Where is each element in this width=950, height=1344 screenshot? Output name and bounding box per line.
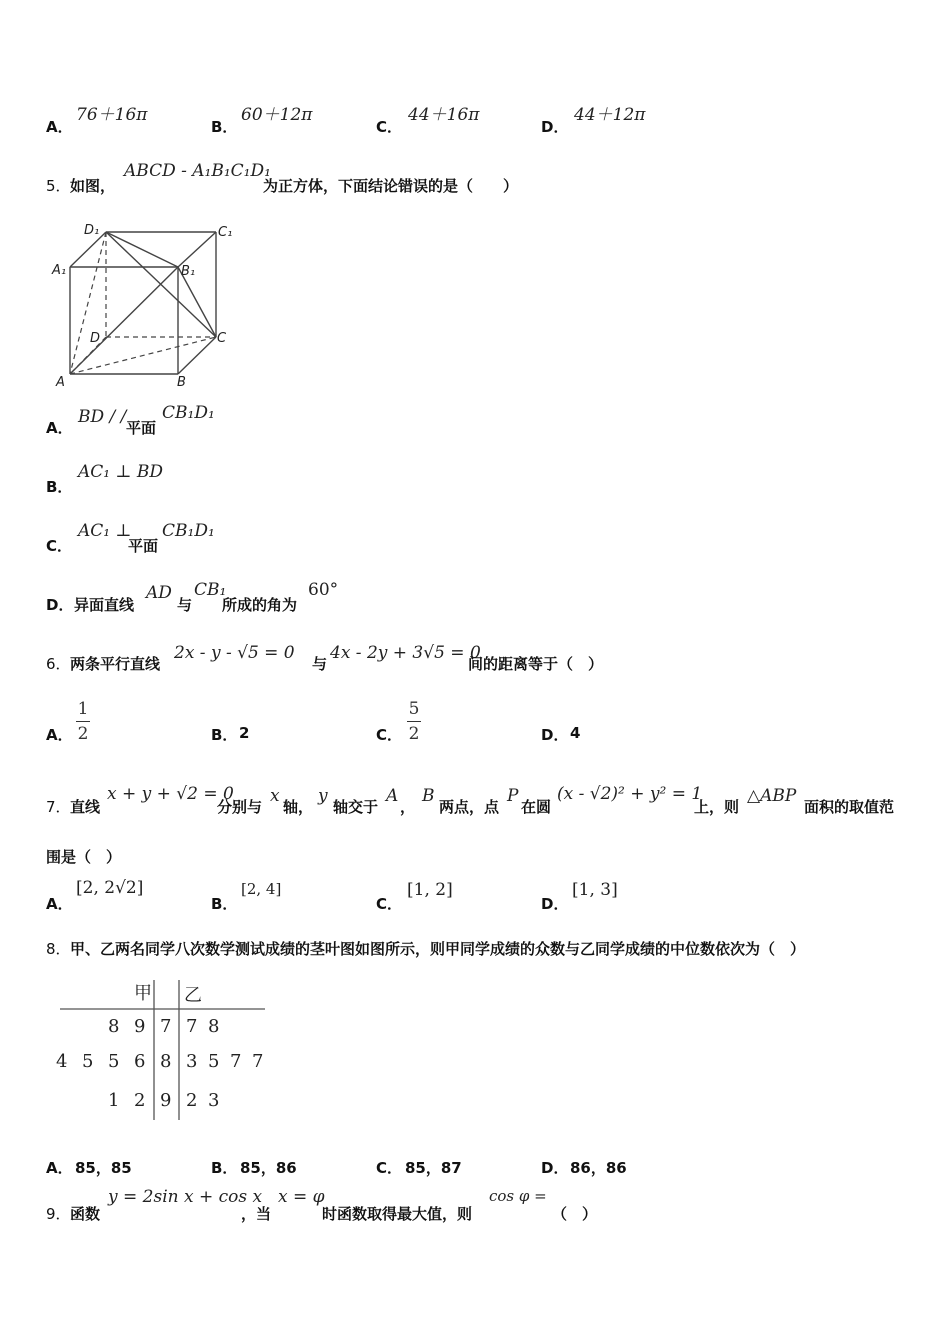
- stem-leaf-header-left: 甲: [134, 983, 152, 1004]
- q6-option-a-fraction: [76, 699, 90, 744]
- q5-option-c-expr1: AC₁ ⊥: [78, 521, 132, 541]
- stem-leaf-header-right: 乙: [184, 985, 202, 1006]
- q6-option-b-label: B．: [211, 726, 238, 744]
- q7-text-5: ，: [400, 798, 416, 816]
- q9-number: 9．: [46, 1205, 71, 1223]
- q7-text-6: 两点，点: [439, 798, 500, 816]
- q7-line-2: 围是（ ）: [46, 848, 122, 866]
- q7-option-b-label: B．: [211, 895, 238, 913]
- leaf-right: 5: [208, 1051, 220, 1072]
- q6-prefix: 两条平行直线: [70, 655, 161, 673]
- q7-text-2: 分别与: [217, 798, 263, 816]
- q5-option-b-label: B．: [46, 478, 73, 496]
- q4-option-b-label: B．: [211, 118, 238, 136]
- q8-option-c-value: 85，87: [405, 1159, 462, 1177]
- q4-option-a-label: A．: [46, 118, 73, 136]
- q5-option-d-expr2: CB₁: [194, 580, 227, 600]
- q8-text: 甲、乙两名同学八次数学测试成绩的茎叶图如图所示，则甲同学成绩的众数与乙同学成绩的中位数依次为（ ）: [70, 940, 806, 958]
- q7-text-7: 在圆: [521, 798, 552, 816]
- q4-option-d-expr: 44＋12π: [574, 105, 646, 125]
- q7-text-3: 轴，: [283, 798, 314, 816]
- q8-option-d-label: D．: [541, 1159, 569, 1177]
- q7-option-d-expr: [1, 3]: [572, 880, 618, 900]
- q7-expr-4: A: [386, 786, 399, 806]
- q9-text-3: 时函数取得最大值，则: [322, 1205, 473, 1223]
- q7-option-c-expr: [1, 2]: [407, 880, 453, 900]
- q5-option-d-expr3: 60°: [308, 580, 339, 600]
- q4-option-a-expr: 76＋16π: [76, 105, 148, 125]
- q6-number: 6．: [46, 655, 71, 673]
- q7-option-b-expr: [2, 4]: [241, 880, 282, 898]
- q5-option-d-text3: 所成的角为: [222, 596, 298, 614]
- q7-text-4: 轴交于: [333, 798, 379, 816]
- q7-expr-2: x: [270, 786, 280, 806]
- q5-option-a-expr1: BD / /: [78, 407, 127, 427]
- q5-expr: ABCD - A₁B₁C₁D₁: [124, 161, 271, 181]
- leaf-left: 1: [108, 1090, 120, 1111]
- q6-option-d-label: D．: [541, 726, 569, 744]
- q7-expr-7: (x - √2)² + y² = 1: [557, 784, 703, 804]
- q6-option-c-label: C．: [376, 726, 403, 744]
- q7-text-8: 上，则: [694, 798, 740, 816]
- q7-text-1: 直线: [70, 798, 101, 816]
- q5-suffix: 为正方体，下面结论错误的是（ ）: [263, 177, 519, 195]
- q7-expr-3: y: [318, 786, 328, 806]
- vertex-label-b: B: [177, 375, 186, 390]
- q6-option-a-denominator: 2: [77, 724, 89, 744]
- q6-mid: 与: [312, 655, 328, 673]
- q8-option-b-value: 85，86: [240, 1159, 297, 1177]
- q7-option-a-expr: [2, 2√2]: [76, 878, 144, 898]
- q8-option-a-label: A．: [46, 1159, 73, 1177]
- q9-expr-2: x = φ: [278, 1187, 325, 1207]
- vertex-label-d1: D₁: [84, 223, 100, 238]
- leaf-right: 3: [186, 1051, 198, 1072]
- leaf-left: 4: [56, 1051, 68, 1072]
- vertex-label-c1: C₁: [218, 225, 233, 240]
- q5-option-b-expr: AC₁ ⊥ BD: [78, 462, 164, 482]
- q9-text-1: 函数: [70, 1205, 101, 1223]
- stem-value: 8: [160, 1051, 172, 1072]
- leaf-left: 5: [82, 1051, 94, 1072]
- leaf-right: 2: [186, 1090, 198, 1111]
- q5-option-a-text: 平面: [126, 419, 157, 437]
- vertex-label-c: C: [217, 331, 227, 346]
- leaf-left: 6: [134, 1051, 146, 1072]
- leaf-right: 7: [186, 1016, 198, 1037]
- q9-expr-3: cos φ =: [489, 1187, 547, 1205]
- leaf-left: 2: [134, 1090, 146, 1111]
- q4-option-b-expr: 60＋12π: [241, 105, 313, 125]
- q7-expr-8: △ABP: [747, 786, 797, 806]
- q4-option-c-label: C．: [376, 118, 403, 136]
- q5-option-c-expr2: CB₁D₁: [162, 521, 215, 541]
- q6-option-a-label: A．: [46, 726, 73, 744]
- q5-number: 5．: [46, 177, 71, 195]
- stem-leaf-plot: [50, 972, 280, 1122]
- q9-text-4: （ ）: [552, 1205, 598, 1223]
- q5-prefix: 如图，: [70, 177, 116, 195]
- q7-number: 7．: [46, 798, 71, 816]
- q9-expr-1: y = 2sin x + cos x: [108, 1187, 263, 1207]
- q5-option-a-expr2: CB₁D₁: [162, 403, 215, 423]
- leaf-left: 8: [108, 1016, 120, 1037]
- leaf-left: 9: [134, 1016, 146, 1037]
- q7-option-c-label: C．: [376, 895, 403, 913]
- q5-option-a-label: A．: [46, 419, 73, 437]
- leaf-left: 5: [108, 1051, 120, 1072]
- q7-expr-1: x + y + √2 = 0: [107, 784, 234, 804]
- q7-expr-6: P: [507, 786, 519, 806]
- q5-option-d-text1: 异面直线: [74, 596, 135, 614]
- q9-text-2: ，当: [241, 1205, 272, 1223]
- q7-option-a-label: A．: [46, 895, 73, 913]
- q5-option-d-expr1: AD: [146, 583, 172, 603]
- stem-value: 7: [160, 1016, 172, 1037]
- leaf-right: 7: [230, 1051, 242, 1072]
- q5-option-c-label: C．: [46, 537, 73, 555]
- cube-figure: [48, 218, 248, 390]
- q6-option-d-value: 4: [570, 724, 581, 742]
- q6-expr1: 2x - y - √5 = 0: [174, 643, 295, 663]
- vertex-label-a1: A₁: [52, 263, 67, 278]
- q7-text-9: 面积的取值范: [804, 798, 895, 816]
- stem-value: 9: [160, 1090, 172, 1111]
- q6-option-b-value: 2: [239, 724, 250, 742]
- q6-suffix: 间的距离等于（ ）: [468, 655, 604, 673]
- q6-expr2: 4x - 2y + 3√5 = 0: [330, 643, 481, 663]
- q5-option-d-label: D．: [46, 596, 74, 614]
- q8-option-b-label: B．: [211, 1159, 238, 1177]
- leaf-right: 3: [208, 1090, 220, 1111]
- q8-option-a-value: 85，85: [75, 1159, 132, 1177]
- q4-option-d-label: D．: [541, 118, 569, 136]
- q8-option-c-label: C．: [376, 1159, 403, 1177]
- leaf-right: 8: [208, 1016, 220, 1037]
- q6-option-c-fraction: [407, 699, 421, 744]
- leaf-right: 7: [252, 1051, 264, 1072]
- q7-option-d-label: D．: [541, 895, 569, 913]
- vertex-label-d: D: [90, 331, 101, 346]
- q5-option-d-text2: 与: [177, 596, 193, 614]
- q6-option-c-numerator: 5: [408, 699, 420, 719]
- vertex-label-b1: B₁: [181, 264, 196, 279]
- q8-option-d-value: 86，86: [570, 1159, 627, 1177]
- q6-option-a-numerator: 1: [77, 699, 89, 719]
- q7-expr-5: B: [422, 786, 435, 806]
- vertex-label-a: A: [56, 375, 65, 390]
- q8-number: 8．: [46, 940, 71, 958]
- q5-option-c-text: 平面: [128, 537, 159, 555]
- q6-option-c-denominator: 2: [408, 724, 420, 744]
- q4-option-c-expr: 44＋16π: [408, 105, 480, 125]
